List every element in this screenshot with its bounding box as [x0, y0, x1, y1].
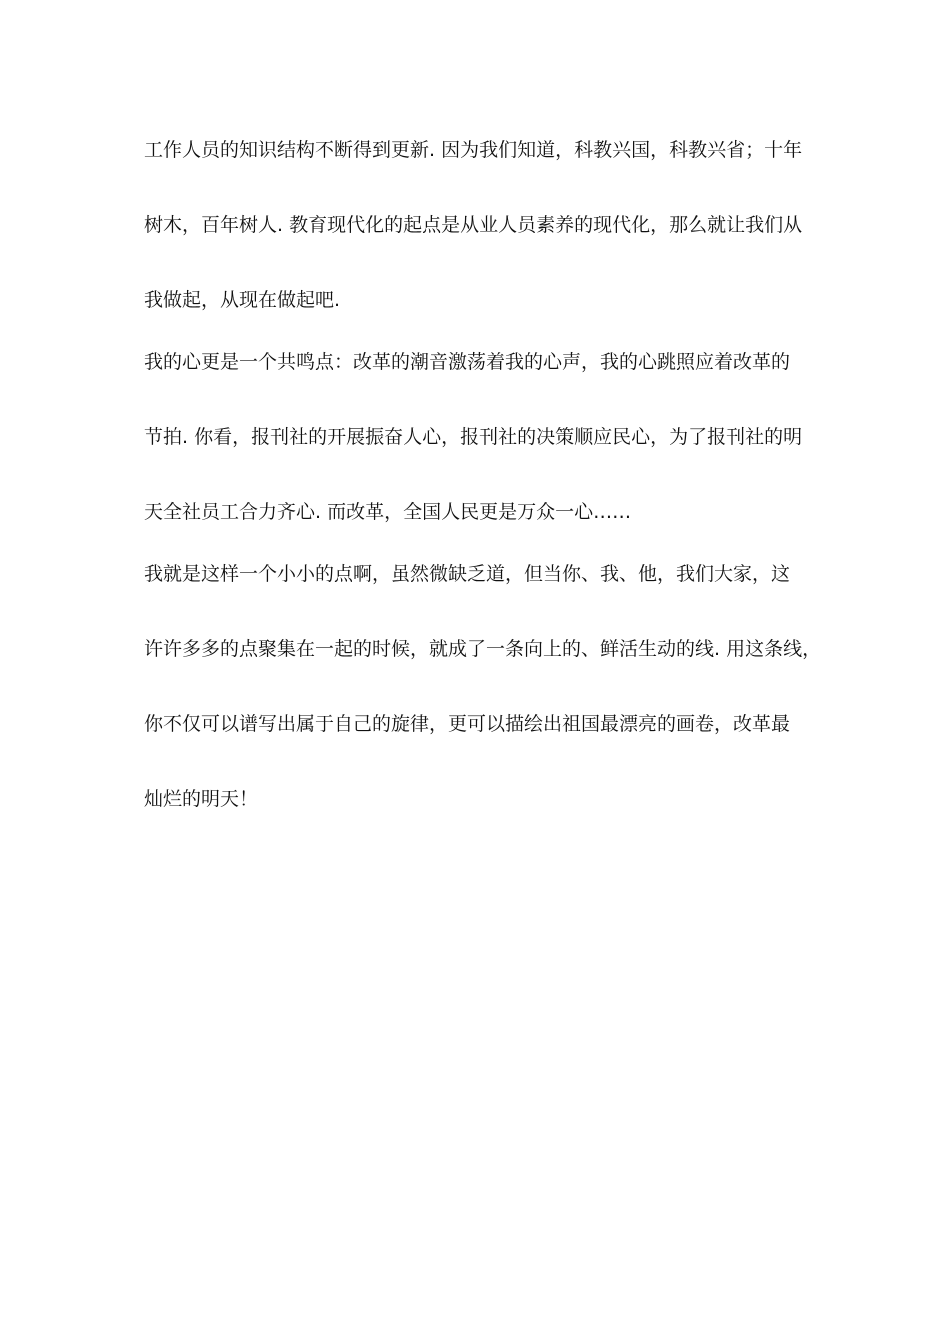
text-line: 你不仅可以谱写出属于自己的旋律，更可以描绘出祖国最漂亮的画卷，改革最	[144, 713, 791, 735]
text-line: 许许多多的点聚集在一起的时候，就成了一条向上的、鲜活生动的线. 用这条线，	[144, 638, 822, 660]
text-line: 我的心更是一个共鸣点：改革的潮音激荡着我的心声，我的心跳照应着改革的	[144, 351, 791, 373]
text-line: 树木，百年树人. 教育现代化的起点是从业人员素养的现代化，那么就让我们从	[144, 214, 803, 236]
text-line: 灿烂的明天！	[144, 788, 259, 810]
text-line: 我就是这样一个小小的点啊，虽然微缺乏道，但当你、我、他，我们大家，这	[144, 563, 791, 585]
text-line: 节拍. 你看，报刊社的开展振奋人心，报刊社的决策顺应民心，为了报刊社的明	[144, 426, 803, 448]
text-line: 工作人员的知识结构不断得到更新. 因为我们知道，科教兴国，科教兴省；十年	[144, 139, 803, 161]
text-line: 天全社员工合力齐心. 而改革，全国人民更是万众一心……	[144, 501, 632, 523]
text-line: 我做起，从现在做起吧.	[144, 289, 341, 311]
